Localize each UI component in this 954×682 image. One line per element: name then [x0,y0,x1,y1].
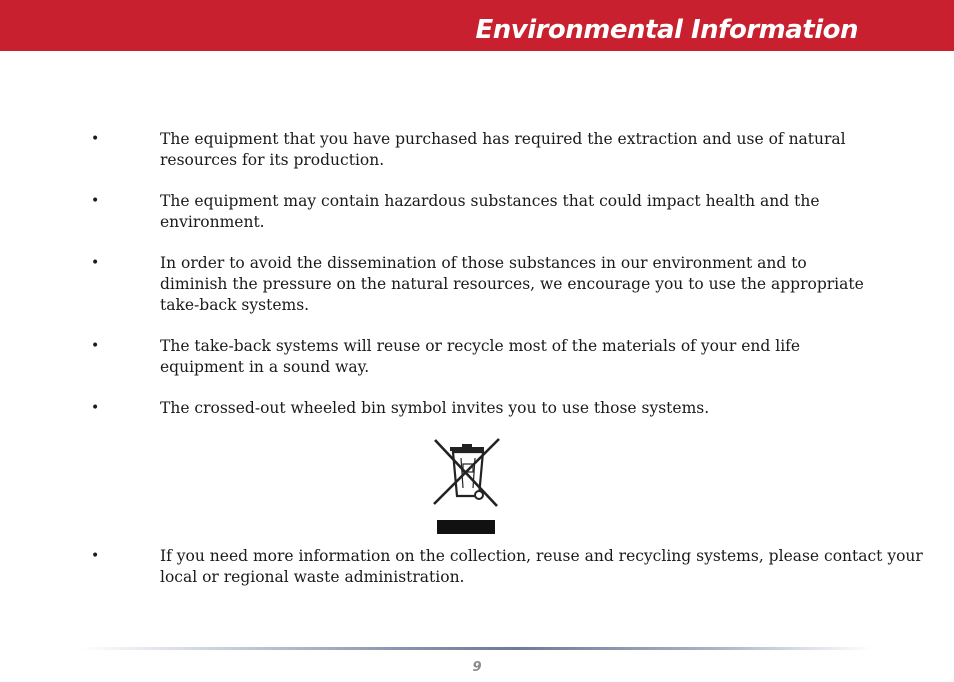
bullet-text: In order to avoid the dissemination of those substances in our environment and to diminish the pressure on the natural resources, we encourage you to use the appropriate take-back systems. [160,254,864,314]
list-item [88,336,878,378]
list-item [88,398,878,419]
bullet-dot: • [91,548,100,564]
bullet-dot: • [91,131,100,147]
list-item [88,253,878,316]
list-item [88,191,878,233]
bullet-text: The equipment that you have purchased has required the extraction and use of natural resources for its production. [160,130,846,169]
bullet-dot: • [91,338,100,354]
bullet-dot: • [91,193,100,209]
list-item [88,546,950,588]
page-title: Environmental Information [475,15,858,45]
page-number: 9 [472,660,482,675]
bullet-list [88,129,878,439]
bullet-text: The equipment may contain hazardous substances that could impact health and the environment. [160,192,820,231]
list-item [88,129,878,171]
bullet-text: If you need more information on the collection, reuse and recycling systems, please contact your local or regional waste administration. [160,547,923,586]
bullet-text: The crossed-out wheeled bin symbol invites you to use those systems. [160,399,710,417]
bullet-dot: • [91,255,100,271]
footer-divider [80,647,872,650]
bullet-dot: • [91,400,100,416]
crossed-out-wheeled-bin-icon [431,436,503,538]
bullet-text: The take-back systems will reuse or recycle most of the materials of your end life equipment in a sound way. [160,337,801,376]
header-bar [0,0,954,51]
